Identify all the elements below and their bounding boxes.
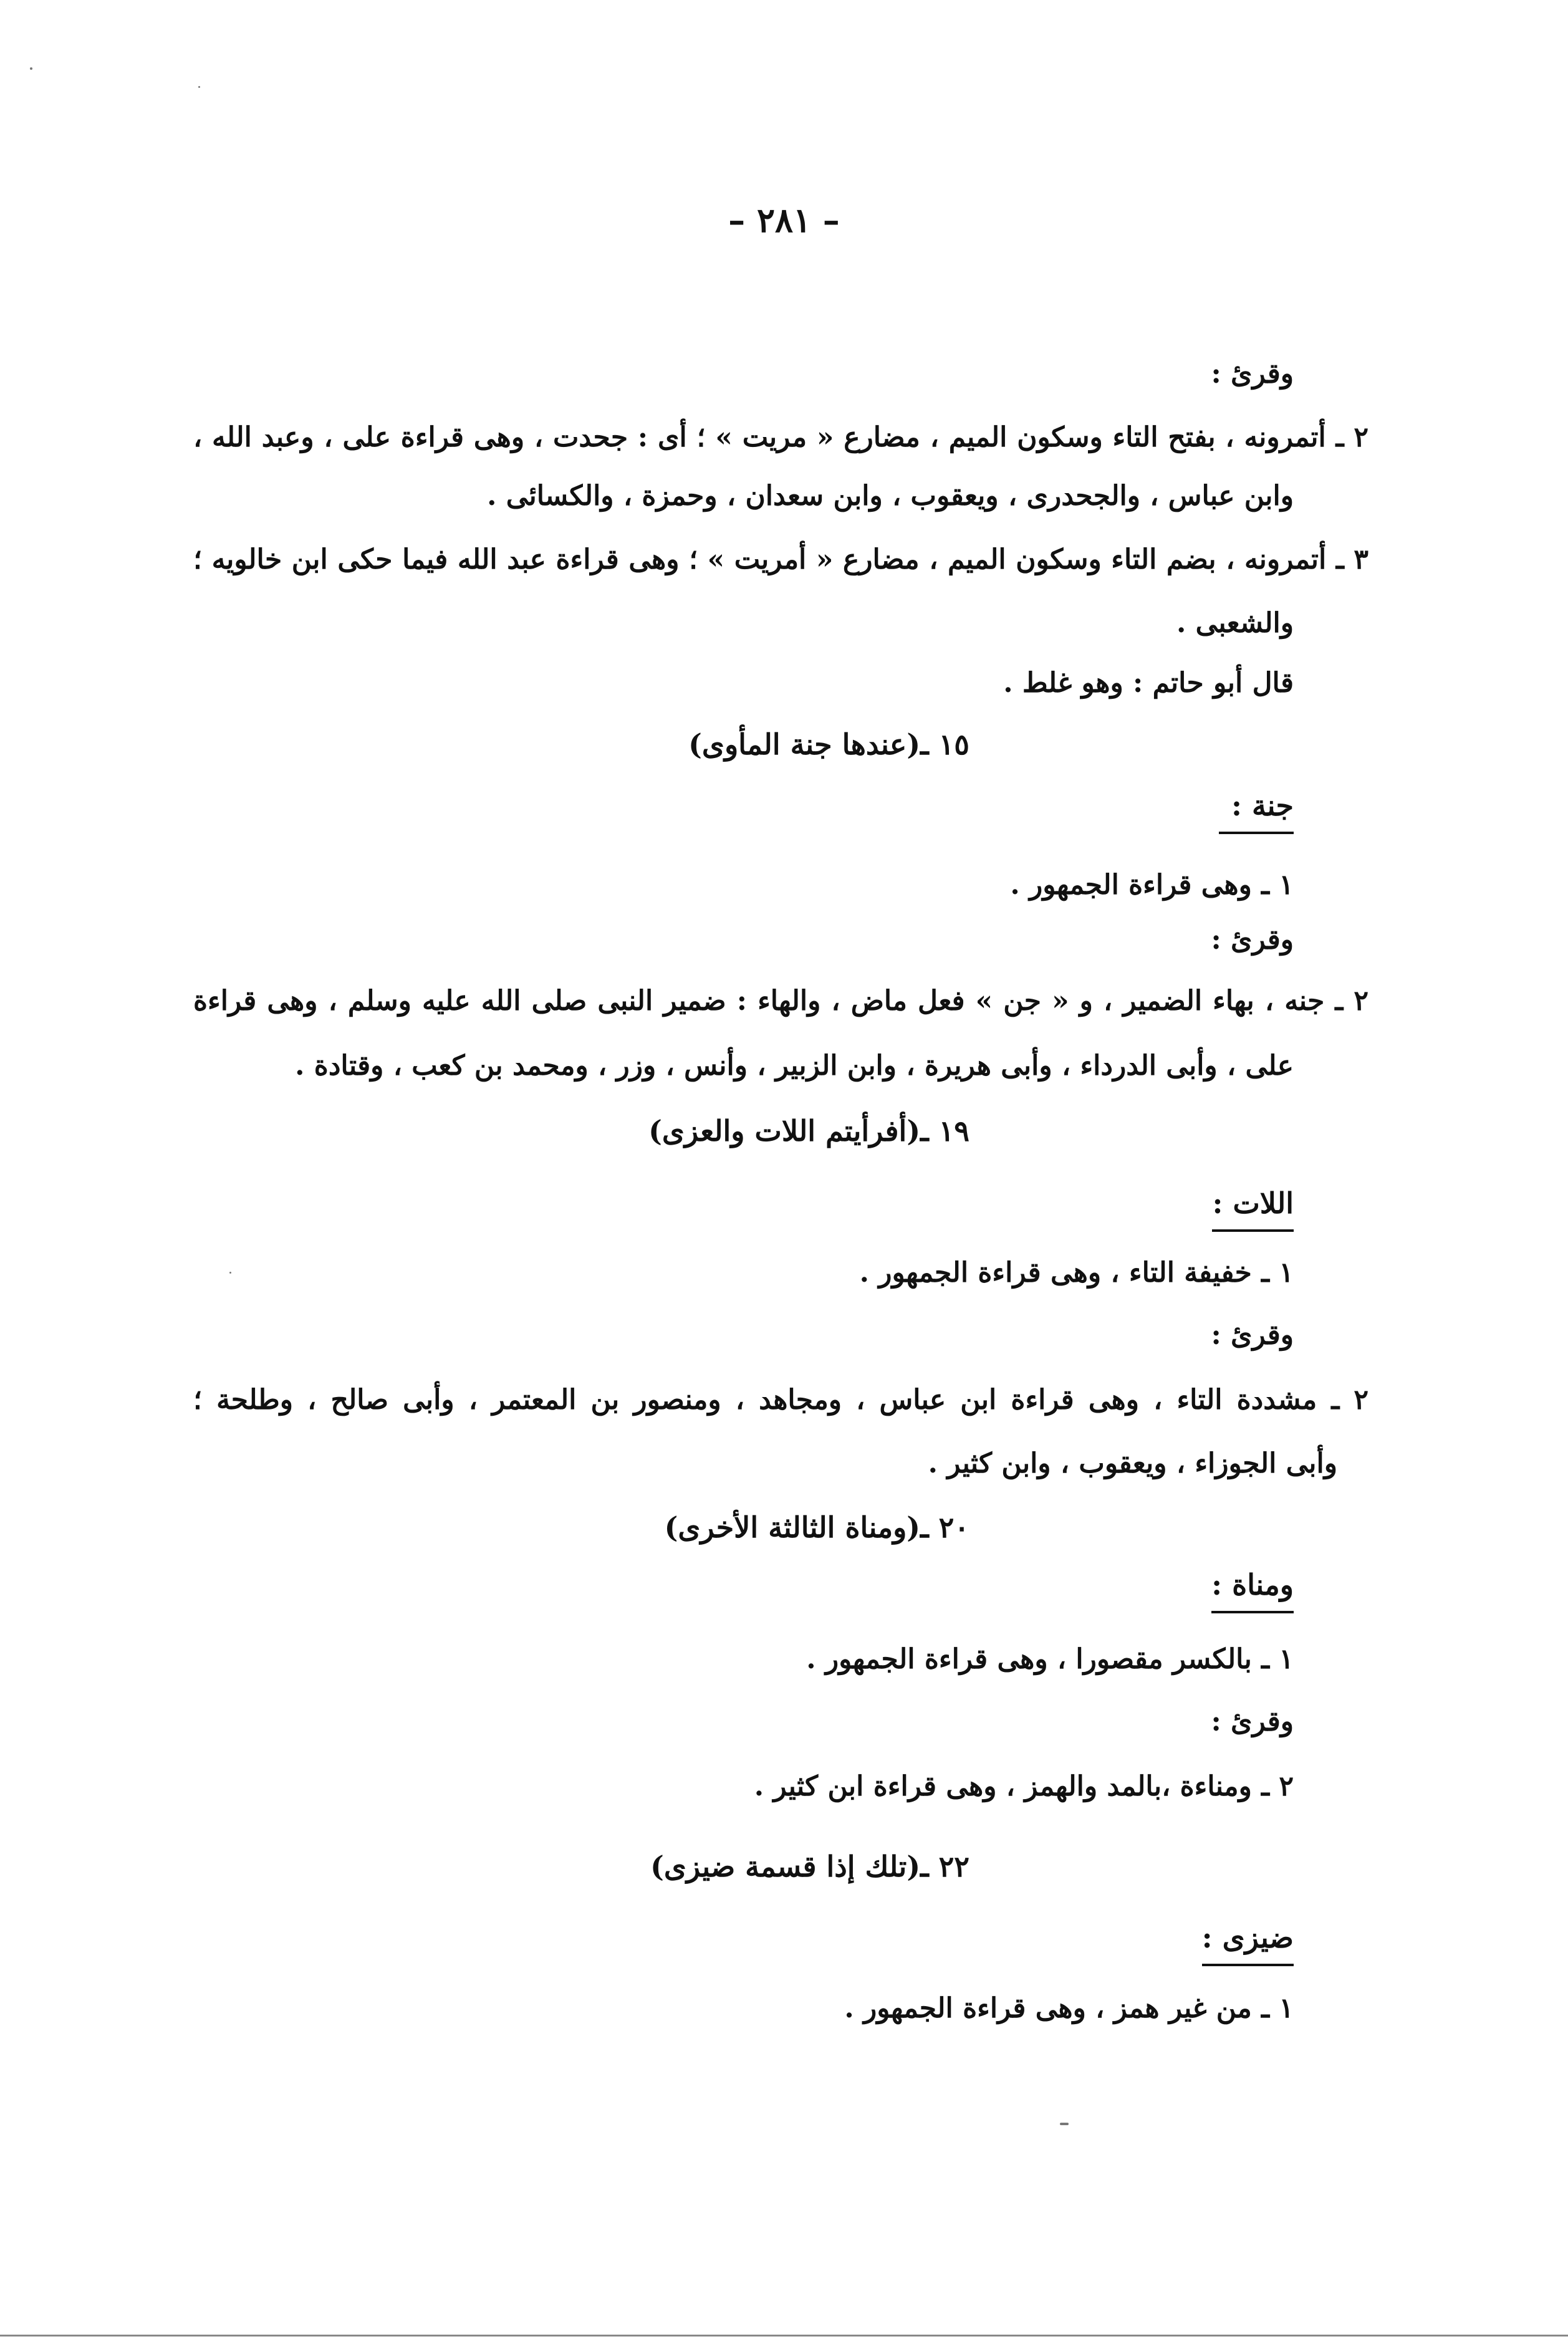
verse-heading: ١٩ ـ(أفرأيتم اللات والعزى)	[648, 1114, 969, 1148]
headword: ضيزى :	[1202, 1919, 1294, 1966]
scan-speck	[198, 86, 200, 88]
text-line: وابن عباس ، والجحدرى ، ويعقوب ، وابن سعدان ، وحمزة ، والكسائى .	[487, 480, 1294, 512]
text-line: والشعبى .	[1176, 607, 1294, 639]
text-line: وقرئ :	[1211, 358, 1294, 390]
text-line: وقرئ :	[1211, 1319, 1294, 1351]
page-number: – ٢٨١ –	[728, 200, 840, 240]
text-line: وقرئ :	[1211, 1706, 1294, 1737]
text-line: ١ ـ وهى قراءة الجمهور .	[1010, 869, 1294, 901]
headword: جنة :	[1219, 787, 1294, 834]
scan-speck	[1060, 2123, 1069, 2125]
text-line: ٣ ـ أتمرونه ، بضم التاء وسكون الميم ، مضارع « أمريت » ؛ وهى قراءة عبد الله فيما حكى ابن خالويه ؛	[193, 544, 1368, 575]
text-line: قال أبو حاتم : وهو غلط .	[1003, 667, 1294, 699]
text-line: ١ ـ من غير همز ، وهى قراءة الجمهور .	[844, 1992, 1294, 2024]
scan-speck	[30, 67, 32, 70]
text-line: ٢ ـ ومناءة ،بالمد والهمز ، وهى قراءة ابن كثير .	[754, 1770, 1294, 1802]
bottom-edge-rule	[0, 2335, 1568, 2337]
verse-heading: ٢٢ ـ(تلك إذا قسمة ضيزى)	[650, 1850, 969, 1883]
scan-speck	[229, 1272, 231, 1274]
headword: اللات :	[1212, 1184, 1294, 1232]
text-line: ١ ـ خفيفة التاء ، وهى قراءة الجمهور .	[859, 1257, 1294, 1289]
text-line: وقرئ :	[1211, 924, 1294, 956]
text-line: ١ ـ بالكسر مقصورا ، وهى قراءة الجمهور .	[806, 1643, 1294, 1675]
text-line: ٢ ـ مشددة التاء ، وهى قراءة ابن عباس ، ومجاهد ، ومنصور بن المعتمر ، وأبى صالح ، وطلحة ؛	[193, 1384, 1368, 1416]
verse-heading: ١٥ ـ(عندها جنة المأوى)	[688, 728, 969, 761]
verse-heading: ٢٠ ـ(ومناة الثالثة الأخرى)	[664, 1511, 969, 1544]
text-line: ٢ ـ جنه ، بهاء الضمير ، و « جن » فعل ماض ، والهاء : ضمير النبى صلى الله عليه وسلم ، وهى قراءة	[193, 985, 1368, 1017]
headword: ومناة :	[1211, 1566, 1294, 1613]
text-line: ٢ ـ أتمرونه ، بفتح التاء وسكون الميم ، مضارع « مريت » ؛ أى : جحدت ، وهى قراءة على ، وعبد الله ،	[193, 421, 1368, 453]
text-line: على ، وأبى الدرداء ، وأبى هريرة ، وابن الزبير ، وأنس ، وزر ، ومحمد بن كعب ، وقتادة .	[295, 1050, 1294, 1082]
text-line: وأبى الجوزاء ، ويعقوب ، وابن كثير .	[928, 1448, 1337, 1479]
